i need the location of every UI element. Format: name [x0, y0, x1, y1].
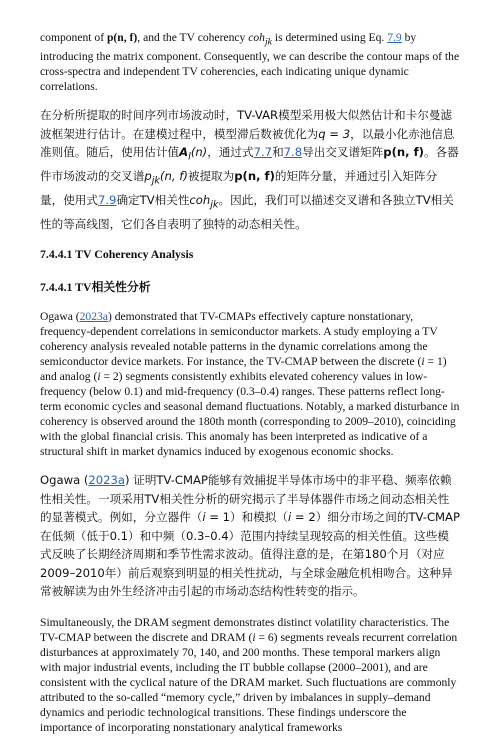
- text: 和: [272, 145, 284, 160]
- math-coh: [248, 31, 272, 48]
- text: 导出交叉谱矩阵: [302, 145, 384, 160]
- text: 。各器件市场波动的交叉谱: [40, 145, 459, 184]
- text: , and the TV coherency: [137, 31, 249, 44]
- text: = 1）和模拟（: [205, 510, 288, 525]
- text: ) 证明TV-CMAP能够有效捕捉半导体市场中的非平稳、频率依赖性相关性。一项采用TV相关性分析的研究揭示了半导体器件市场之间动态相关性的显著模式。例如，分立器件（: [40, 473, 452, 525]
- paragraph-en-1: [40, 30, 460, 94]
- math-sub: jk: [210, 199, 219, 211]
- text: ) demonstrated that TV-CMAPs effectively capture nonstationary, frequency-dependent correlations in semiconductor markets. A study employing a TV coherency analysis revealed notable patterns in the dynamic correlations among the semiconductor device markets. For instance, the TV-CMAP between the discrete (: [40, 310, 438, 369]
- math-i: i: [252, 630, 256, 644]
- paragraph-en-2: [40, 309, 460, 459]
- text: = 2）细分市场之间的TV-CMAP在低频（低于0.1）和中频（0.3–0.4）范围内持续呈现较高的相关性值。这些模式反映了长期经济周期和季节性需求波动。值得注意的是，在第180个月（对应2009–2010年）前后观察到明显的相关性扰动，与全球金融危机相吻合。这种异常被解读为由外生经济冲击引起的市场动态结构性转变的指示。: [40, 510, 460, 599]
- text: by introducing the matrix component. Consequently, we can describe the contour maps of the cross-spectra and independent TV coherencies, each indicating unique dynamic correlations.: [40, 31, 460, 94]
- text: 。因此，我们可以描述交叉谱和各独立TV相关性的等高线图，它们各自表明了独特的动态相关性。: [40, 192, 454, 231]
- equation-link[interactable]: 7.7: [253, 145, 273, 160]
- math-arg: (n, f): [160, 169, 188, 184]
- math-q: q = 3: [318, 126, 351, 141]
- math-i: i: [421, 355, 425, 369]
- text: = 1) and analog (: [40, 355, 447, 384]
- text: ，通过式: [207, 145, 254, 160]
- math-p: p(n, f): [234, 169, 275, 184]
- citation-link[interactable]: 2023a: [88, 473, 126, 488]
- text: is determined using Eq.: [271, 31, 388, 44]
- text: 在分析所提取的时间序列市场波动时，TV-VAR模型采用极大似然估计和卡尔曼滤波框架进行估计。在建模过程中，模型滞后数被优化为: [40, 108, 453, 141]
- text: 被提取为: [187, 169, 235, 184]
- math-p: p(n, f): [106, 31, 138, 44]
- equation-link[interactable]: 7.9: [387, 31, 402, 44]
- math-p: p(n, f): [383, 145, 424, 160]
- document-page: [40, 30, 460, 747]
- section-heading-zh: 7.4.4.1 TV相关性分析: [40, 280, 151, 295]
- equation-link[interactable]: 7.9: [97, 192, 117, 207]
- math-base: coh: [248, 31, 265, 44]
- text: Ogawa (: [40, 310, 80, 324]
- text: = 2) segments consistently exhibits elevated coherency values in low-frequency (below 0.1) and mid-frequency (0.3–0.4) ranges. These patterns reflect long-term economic cycles and seasonal demand fluctuations. Notably, a marked disturbance in coherency is observed around the 180th month (corresponding to 2009–2010), coinciding with the global financial crisis. This anomaly has been interpreted as indicative of a structural shift in market dynamics induced by exogenous economic shocks.: [40, 370, 460, 459]
- math-sub: l: [188, 151, 191, 163]
- math-coh: [189, 192, 219, 211]
- math-arg: (n): [190, 145, 208, 160]
- math-i: i: [288, 510, 292, 525]
- math-i: i: [202, 510, 206, 525]
- text: component of: [40, 31, 107, 44]
- math-sub: jk: [151, 175, 160, 187]
- text: 的矩阵分量，并通过引入矩阵分量，使用式: [40, 169, 438, 207]
- citation-link[interactable]: 2023a: [79, 310, 108, 324]
- paragraph-zh-1: [40, 106, 460, 233]
- math-sub: jk: [264, 36, 272, 48]
- paragraph-zh-2: [40, 471, 460, 601]
- text: 确定TV相关性: [116, 192, 190, 207]
- text: ，以最小化赤池信息准则值。随后，使用估计值: [40, 126, 455, 160]
- text: Ogawa (: [40, 473, 89, 488]
- math-A: [179, 145, 208, 163]
- math-pjk: [144, 169, 188, 187]
- math-base: coh: [189, 192, 211, 207]
- equation-link[interactable]: 7.8: [283, 145, 303, 160]
- math-i: i: [97, 370, 101, 384]
- text: Simultaneously, the DRAM segment demonstrates distinct volatility characteristics. The TV-CMAP between the discrete and DRAM (: [40, 615, 450, 644]
- section-heading-en: 7.4.4.1 TV Coherency Analysis: [40, 247, 194, 262]
- math-base: p: [144, 169, 152, 184]
- paragraph-en-3: [40, 615, 460, 735]
- math-base: A: [179, 145, 189, 160]
- text: = 6) segments reveals recurrent correlation disturbances at approximately 70, 140, and 200 months. These temporal markers align with major industrial events, including the IT bubble collapse (2000–2001), and are consistent with the cyclical nature of the DRAM market. Such fluctuations are commonly attributed to the so-called “memory cycle,” driven by imbalances in supply–demand dynamics and periodic technological transitions. These findings underscore the importance of incorporating nonstationary analytical frameworks: [40, 630, 458, 734]
